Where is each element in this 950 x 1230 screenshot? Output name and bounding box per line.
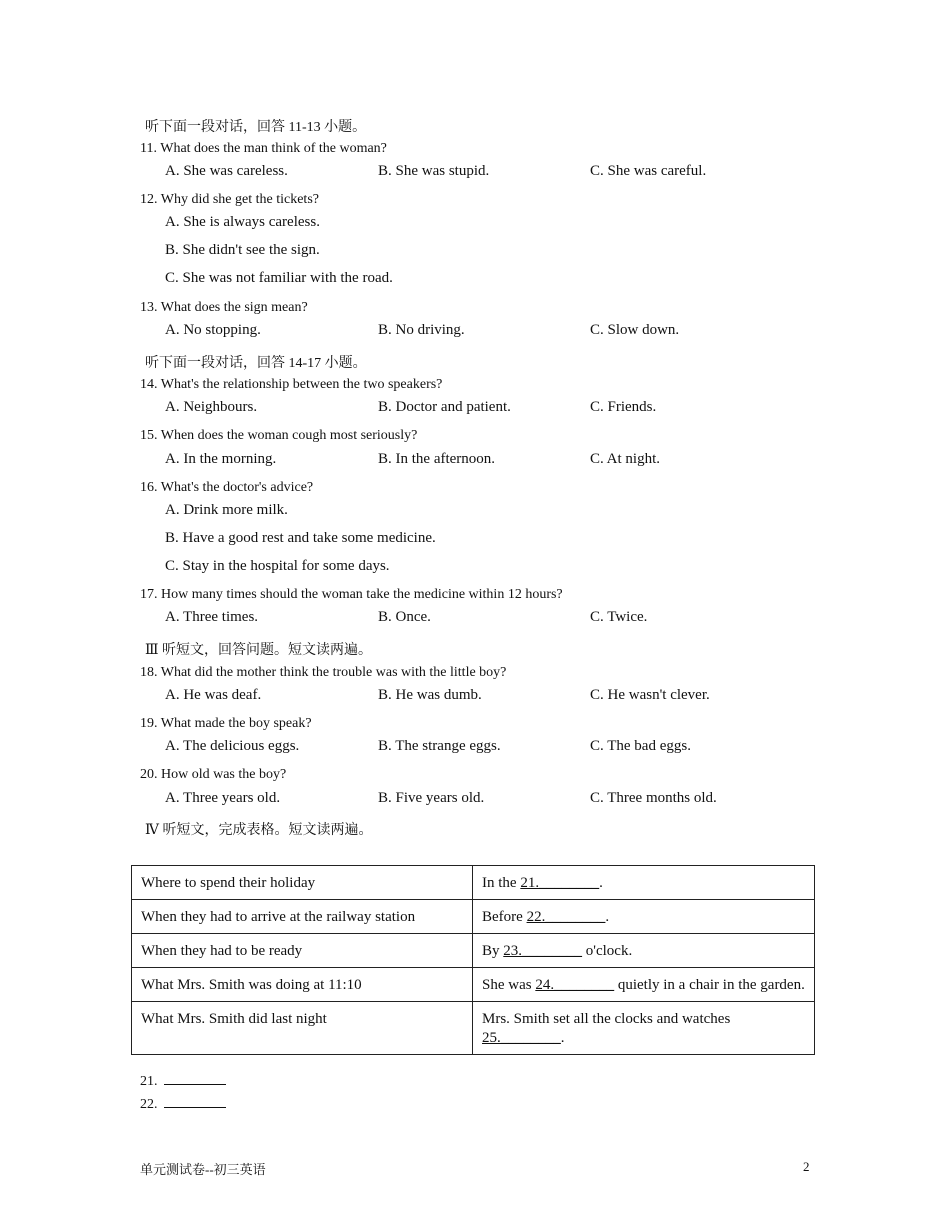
option-16c: C. Stay in the hospital for some days. [165,558,390,574]
answer-prefix: Mrs. Smith set all the clocks and watches [482,1011,731,1027]
option-19b: B. The strange eggs. [378,738,501,754]
option-17c: C. Twice. [590,609,648,625]
option-14b: B. Doctor and patient. [378,399,511,415]
option-15b: B. In the afternoon. [378,451,496,467]
table-cell-answer [473,866,815,900]
blank-23: 23.________ [503,943,583,959]
option-13c: C. Slow down. [590,322,680,338]
table-cell-prompt: What Mrs. Smith was doing at 11:10 [132,968,473,1002]
table-row [132,900,815,934]
answer-prefix: Before [482,909,527,925]
question-12: 12. Why did she get the tickets? [140,192,319,207]
blank-25: 25.________ [482,1030,561,1046]
question-11: 11. What does the man think of the woman? [140,141,387,156]
blank-21: 21.________ [520,875,600,891]
option-14a: A. Neighbours. [165,399,258,415]
answer-number: 22. [140,1097,158,1112]
answer-suffix: o'clock. [582,943,633,959]
section-instruction: 听下面一段对话，回答 11-13 小题。 [145,120,367,135]
option-19a: A. The delicious eggs. [165,738,300,754]
table-cell-prompt: When they had to be ready [132,934,473,968]
section-instruction: 听下面一段对话，回答 14-17 小题。 [145,356,367,371]
answer-prefix: She was [482,977,536,993]
answer-suffix: . [560,1030,565,1046]
question-16: 16. What's the doctor's advice? [140,480,314,495]
option-17a: A. Three times. [165,609,259,625]
answer-line-21 [140,1071,226,1090]
option-18c: C. He wasn't clever. [590,687,710,703]
option-14c: C. Friends. [590,399,657,415]
question-20: 20. How old was the boy? [140,767,287,782]
option-15a: A. In the morning. [165,451,277,467]
option-19c: C. The bad eggs. [590,738,691,754]
option-17b: B. Once. [378,609,431,625]
option-16b: B. Have a good rest and take some medicine. [165,530,436,546]
option-20b: B. Five years old. [378,790,485,806]
answer-suffix: quietly in a chair in the garden. [614,977,805,993]
option-15c: C. At night. [590,451,661,467]
table-cell-answer [473,934,815,968]
question-17: 17. How many times should the woman take the medicine within 12 hours? [140,587,563,602]
table-row [132,934,815,968]
fill-in-table [131,865,815,1055]
option-12b: B. She didn't see the sign. [165,242,320,258]
answer-prefix: By [482,943,504,959]
question-19: 19. What made the boy speak? [140,716,312,731]
answer-blank[interactable] [164,1094,226,1108]
option-12c: C. She was not familiar with the road. [165,270,393,286]
section-instruction: Ⅲ 听短文，回答问题。短文读两遍。 [145,643,373,658]
table-row [132,968,815,1002]
page-number: 2 [803,1159,810,1174]
footer-title: 单元测试卷--初三英语 [140,1162,266,1177]
table-cell-answer [473,900,815,934]
option-16a: A. Drink more milk. [165,502,288,518]
option-13a: A. No stopping. [165,322,261,338]
table-cell-answer [473,1002,815,1055]
blank-24: 24.________ [535,977,615,993]
question-15: 15. When does the woman cough most seriously? [140,428,418,443]
section-instruction: Ⅳ 听短文，完成表格。短文读两遍。 [145,823,373,838]
answer-suffix: . [599,875,603,891]
option-11a: A. She was careless. [165,163,288,179]
question-18: 18. What did the mother think the trouble was with the little boy? [140,665,507,680]
answer-blank[interactable] [164,1071,226,1085]
option-12a: A. She is always careless. [165,214,320,230]
question-13: 13. What does the sign mean? [140,300,308,315]
table-cell-prompt: When they had to arrive at the railway station [132,900,473,934]
answer-number: 21. [140,1074,158,1089]
answer-line-22 [140,1094,226,1113]
table-cell-answer [473,968,815,1002]
option-11b: B. She was stupid. [378,163,490,179]
table-cell-prompt: Where to spend their holiday [132,866,473,900]
answer-suffix: . [605,909,610,925]
table-row [132,1002,815,1055]
option-11c: C. She was careful. [590,163,707,179]
option-20a: A. Three years old. [165,790,281,806]
option-18a: A. He was deaf. [165,687,262,703]
option-20c: C. Three months old. [590,790,717,806]
option-18b: B. He was dumb. [378,687,482,703]
question-14: 14. What's the relationship between the two speakers? [140,377,443,392]
table-row [132,866,815,900]
option-13b: B. No driving. [378,322,465,338]
blank-22: 22.________ [526,909,606,925]
table-cell-prompt: What Mrs. Smith did last night [132,1002,473,1055]
answer-prefix: In the [482,875,521,891]
